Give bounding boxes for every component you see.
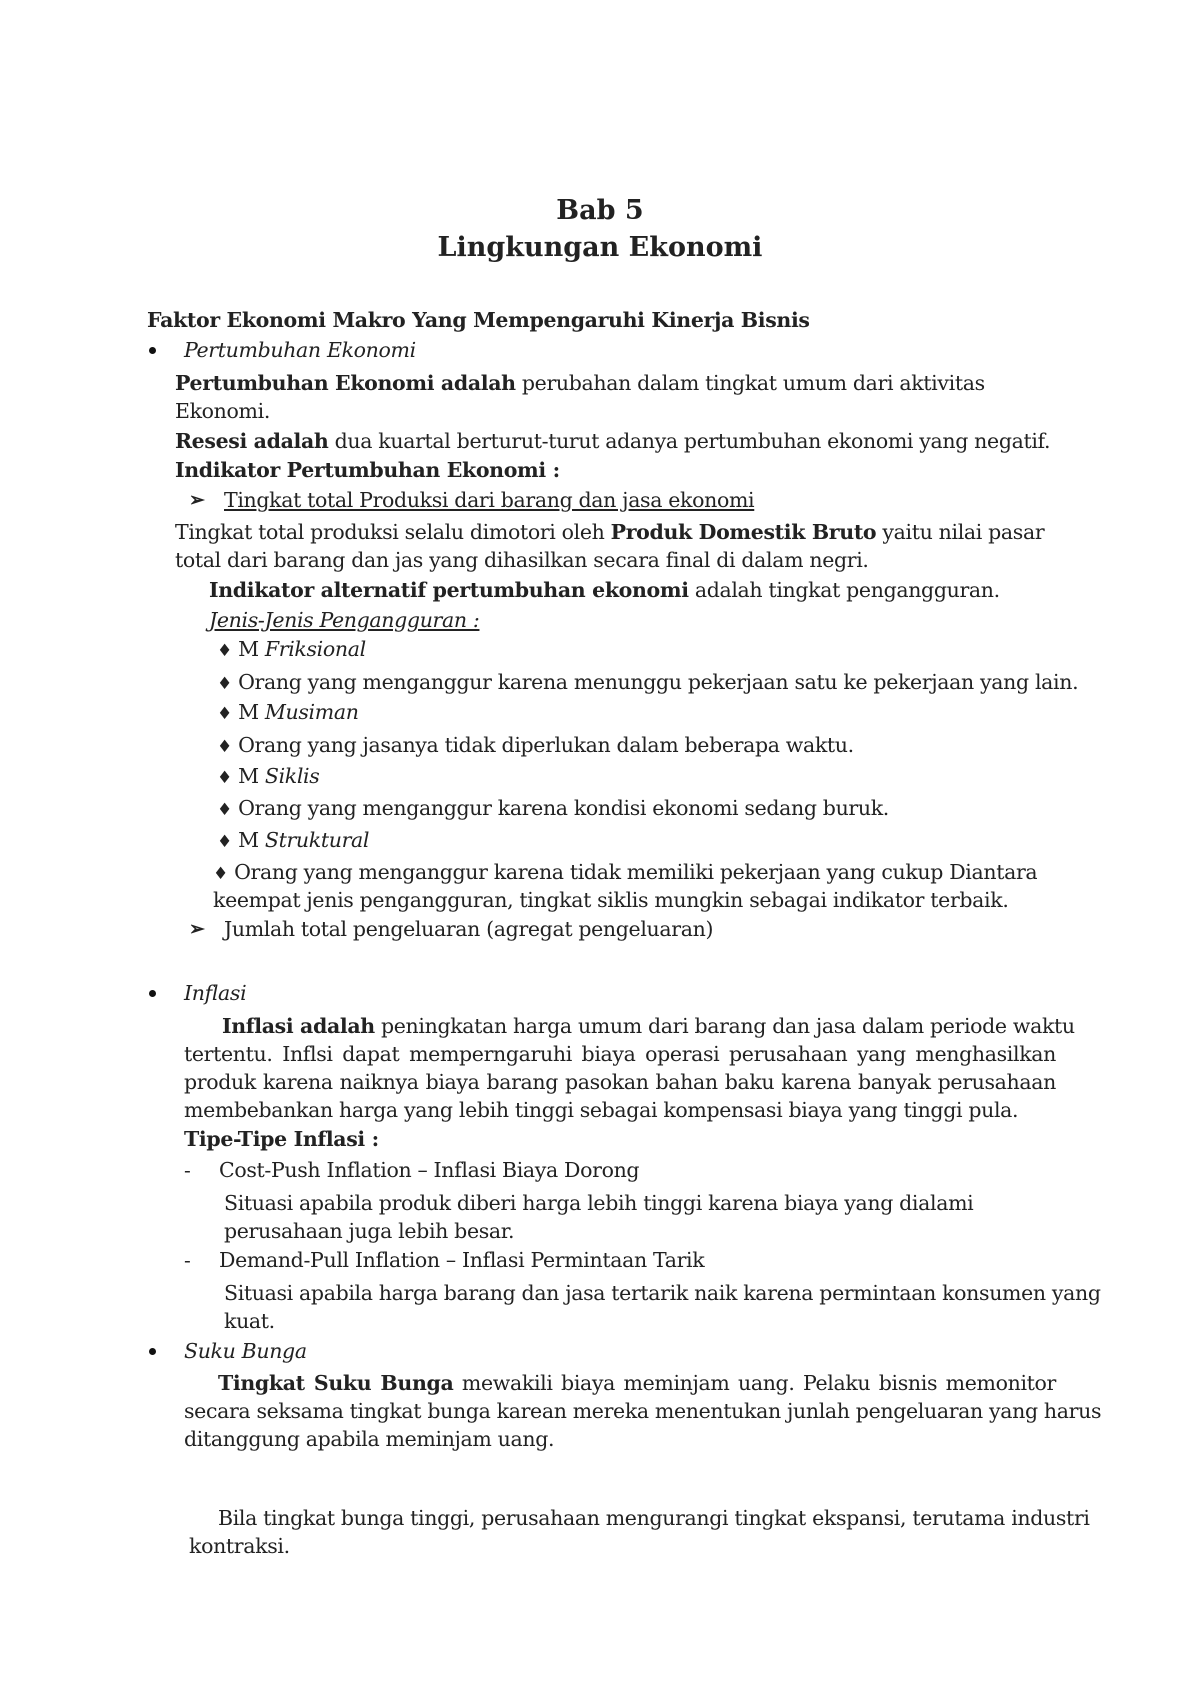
cost-push-desc-line2: perusahaan juga lebih besar. bbox=[224, 1219, 515, 1243]
type-struktural bbox=[217, 827, 369, 855]
tipe-inflasi-heading: Tipe-Tipe Inflasi : bbox=[184, 1127, 379, 1151]
indikator-item-2: Jumlah total pengeluaran (agregat pengeluaran) bbox=[224, 917, 714, 941]
definition-text: dua kuartal berturut-turut adanya pertumbuhan ekonomi yang negatif. bbox=[328, 429, 1051, 453]
bullet-dot bbox=[149, 990, 156, 997]
text: peningkatan harga umum dari barang dan jasa dalam periode waktu bbox=[374, 1014, 1075, 1038]
produksi-paragraph-line2: total dari barang dan jas yang dihasilkan secara final di dalam negri. bbox=[175, 548, 869, 572]
suku-bunga-para2: Bila tingkat bunga tinggi, perusahaan mengurangi tingkat ekspansi, terutama industri bbox=[218, 1506, 1090, 1530]
demand-pull-desc-line2: kuat. bbox=[224, 1309, 275, 1333]
desc: Orang yang menganggur karena menunggu pekerjaan satu ke pekerjaan yang lain. bbox=[238, 670, 1079, 694]
indikator-heading: Indikator Pertumbuhan Ekonomi : bbox=[175, 458, 560, 482]
section-heading: Faktor Ekonomi Makro Yang Mempengaruhi Kinerja Bisnis bbox=[147, 308, 810, 332]
type-label: Siklis bbox=[264, 764, 320, 788]
jenis-heading: Jenis-Jenis Pengangguran : bbox=[209, 608, 480, 632]
definition-text: perubahan dalam tingkat umum dari aktivitas bbox=[515, 371, 985, 395]
cost-push-desc: Situasi apabila produk diberi harga lebih tinggi karena biaya yang dialami bbox=[224, 1191, 974, 1215]
dash-bullet: - bbox=[184, 1248, 191, 1272]
type-musiman-desc bbox=[217, 732, 854, 760]
diamond-icon: ♦ bbox=[213, 864, 228, 884]
chapter-number: Bab 5 bbox=[556, 195, 644, 226]
dash-bullet: - bbox=[184, 1158, 191, 1182]
produksi-paragraph bbox=[175, 519, 1044, 545]
term: Resesi adalah bbox=[175, 429, 329, 453]
diamond-icon: ♦ bbox=[217, 641, 232, 661]
text: Tingkat total produksi selalu dimotori oleh bbox=[175, 520, 611, 544]
m-prefix: M bbox=[238, 764, 259, 788]
type-struktural-desc bbox=[213, 859, 1037, 887]
diamond-icon: ♦ bbox=[217, 800, 232, 820]
arrow-bullet-icon: ➢ bbox=[189, 489, 205, 511]
type-struktural-desc-line2: keempat jenis pengangguran, tingkat siklis mungkin sebagai indikator terbaik. bbox=[213, 888, 1009, 912]
type-siklis bbox=[217, 763, 319, 791]
pertumbuhan-definition bbox=[175, 370, 985, 396]
inflasi-line2: tertentu. Inflsi dapat memperngaruhi biaya operasi perusahaan yang menghasilkan bbox=[184, 1042, 1056, 1066]
diamond-icon: ♦ bbox=[217, 674, 232, 694]
term: Pertumbuhan Ekonomi adalah bbox=[175, 371, 516, 395]
resesi-definition bbox=[175, 428, 1050, 454]
term: Inflasi adalah bbox=[222, 1014, 375, 1038]
suku-bunga-line2: secara seksama tingkat bunga karean mereka menentukan junlah pengeluaran yang harus bbox=[184, 1399, 1102, 1423]
pertumbuhan-definition-line2: Ekonomi. bbox=[175, 399, 270, 423]
suku-bunga-line3: ditanggung apabila meminjam uang. bbox=[184, 1427, 555, 1451]
diamond-icon: ♦ bbox=[217, 832, 232, 852]
indikator-item-1: Tingkat total Produksi dari barang dan jasa ekonomi bbox=[224, 488, 755, 512]
type-label: Struktural bbox=[264, 828, 370, 852]
desc: Orang yang jasanya tidak diperlukan dalam beberapa waktu. bbox=[238, 733, 854, 757]
type-musiman bbox=[217, 699, 359, 727]
text: adalah tingkat pengangguran. bbox=[688, 578, 1000, 602]
inflasi-definition bbox=[222, 1013, 1075, 1039]
term: Produk Domestik Bruto bbox=[610, 520, 877, 544]
text: yaitu nilai pasar bbox=[876, 520, 1045, 544]
desc: Orang yang menganggur karena kondisi ekonomi sedang buruk. bbox=[238, 796, 889, 820]
type-siklis-desc bbox=[217, 795, 889, 823]
suku-bunga-para2-line2: kontraksi. bbox=[189, 1534, 290, 1558]
demand-pull-title: Demand-Pull Inflation – Inflasi Permintaan Tarik bbox=[219, 1248, 705, 1272]
indikator-alternatif bbox=[209, 577, 1000, 603]
arrow-bullet-icon: ➢ bbox=[189, 918, 205, 940]
inflasi-line3: produk karena naiknya biaya barang pasokan bahan baku karena banyak perusahaan bbox=[184, 1070, 1056, 1094]
inflasi-line4: membebankan harga yang lebih tinggi sebagai kompensasi biaya yang tinggi pula. bbox=[184, 1098, 1019, 1122]
desc: Orang yang menganggur karena tidak memiliki pekerjaan yang cukup Diantara bbox=[234, 860, 1038, 884]
m-prefix: M bbox=[238, 637, 259, 661]
chapter-title: Lingkungan Ekonomi bbox=[437, 232, 763, 263]
m-prefix: M bbox=[238, 828, 259, 852]
cost-push-title: Cost-Push Inflation – Inflasi Biaya Dorong bbox=[219, 1158, 640, 1182]
m-prefix: M bbox=[238, 700, 259, 724]
type-label: Musiman bbox=[264, 700, 359, 724]
bullet-inflasi-label: Inflasi bbox=[184, 981, 247, 1005]
diamond-icon: ♦ bbox=[217, 768, 232, 788]
term: Tingkat Suku Bunga bbox=[218, 1371, 454, 1395]
bullet-suku-bunga-label: Suku Bunga bbox=[184, 1339, 307, 1363]
diamond-icon: ♦ bbox=[217, 704, 232, 724]
demand-pull-desc: Situasi apabila harga barang dan jasa tertarik naik karena permintaan konsumen yang bbox=[224, 1281, 1101, 1305]
bullet-pertumbuhan-label: Pertumbuhan Ekonomi bbox=[184, 338, 416, 362]
bullet-dot bbox=[149, 347, 156, 354]
suku-bunga-definition bbox=[184, 1370, 1056, 1396]
diamond-icon: ♦ bbox=[217, 737, 232, 757]
text: mewakili biaya meminjam uang. Pelaku bisnis memonitor bbox=[453, 1371, 1056, 1395]
bullet-dot bbox=[149, 1348, 156, 1355]
term: Indikator alternatif pertumbuhan ekonomi bbox=[209, 578, 689, 602]
type-label: Friksional bbox=[264, 637, 366, 661]
type-friksional bbox=[217, 636, 366, 664]
type-friksional-desc bbox=[217, 669, 1078, 697]
